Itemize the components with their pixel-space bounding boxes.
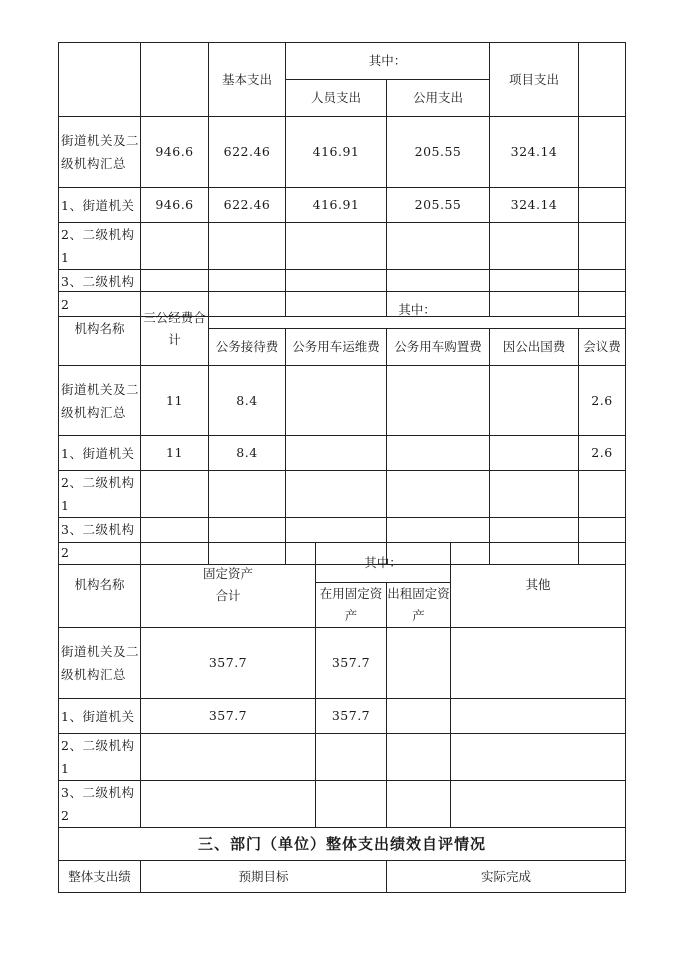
row-label: 街道机关及二级机构汇总 [59, 628, 141, 699]
cell [579, 223, 626, 270]
table-row [59, 117, 626, 188]
header-rented-assets: 出租固定资产 [387, 583, 451, 628]
row-label: 3、二级机构2 [59, 270, 141, 317]
cell [490, 436, 579, 471]
cell [141, 781, 316, 828]
cell [451, 699, 626, 734]
table-row [59, 188, 626, 223]
row-label: 1、街道机关 [59, 436, 141, 471]
header-abroad-fee: 因公出国费 [490, 329, 579, 366]
header-reception-fee: 公务接待费 [209, 329, 286, 366]
cell [451, 734, 626, 781]
cell [490, 223, 579, 270]
cell [387, 471, 490, 518]
header-of-which: 其中： [316, 543, 451, 583]
header-org-name: 机构名称 [59, 543, 141, 628]
cell [141, 471, 209, 518]
cell: 357.7 [316, 699, 387, 734]
cell [286, 223, 387, 270]
cell: 205.55 [387, 117, 490, 188]
cell [316, 734, 387, 781]
cell [286, 366, 387, 436]
cell: 11 [141, 366, 209, 436]
table-row [59, 699, 626, 734]
cell [387, 734, 451, 781]
cell [286, 436, 387, 471]
cell [141, 223, 209, 270]
header-fixed-assets-total [141, 543, 316, 628]
cell: 416.91 [286, 117, 387, 188]
header-actual-completion: 实际完成 [387, 861, 626, 893]
cell [209, 471, 286, 518]
cell: 357.7 [141, 699, 316, 734]
cell [209, 223, 286, 270]
header-total: 合计 [215, 588, 241, 603]
cell [387, 699, 451, 734]
cell [141, 734, 316, 781]
header-meeting-fee: 会议费 [579, 329, 626, 366]
three-public-expenses-table [58, 291, 626, 565]
header-org-name: 机构名称 [59, 292, 141, 366]
cell: 622.46 [209, 188, 286, 223]
cell [387, 366, 490, 436]
row-label: 1、街道机关 [59, 699, 141, 734]
row-label: 2、二级机构1 [59, 471, 141, 518]
cell [579, 117, 626, 188]
expenditure-table [58, 42, 626, 317]
header-other: 其他 [451, 543, 626, 628]
cell: 324.14 [490, 188, 579, 223]
cell: 324.14 [490, 117, 579, 188]
header-public-expenditure: 公用支出 [387, 80, 490, 117]
cell: 416.91 [286, 188, 387, 223]
header-overall-expenditure: 整体支出绩 [59, 861, 141, 893]
cell: 8.4 [209, 366, 286, 436]
header-expected-goal: 预期目标 [141, 861, 387, 893]
cell: 8.4 [209, 436, 286, 471]
cell [451, 781, 626, 828]
header-total: 三公经费合计 [141, 292, 209, 366]
row-label: 街道机关及二级机构汇总 [59, 366, 141, 436]
cell [579, 471, 626, 518]
header-basic-expenditure: 基本支出 [209, 43, 286, 117]
header-project-expenditure: 项目支出 [490, 43, 579, 117]
cell [490, 366, 579, 436]
cell [387, 781, 451, 828]
header-blank [141, 43, 209, 117]
row-label: 2、二级机构1 [59, 223, 141, 270]
cell: 2.6 [579, 366, 626, 436]
table-row [59, 436, 626, 471]
table-row [59, 628, 626, 699]
cell [387, 223, 490, 270]
cell: 205.55 [387, 188, 490, 223]
table-row [59, 781, 626, 828]
fixed-assets-table [58, 542, 626, 893]
cell [451, 628, 626, 699]
cell [286, 471, 387, 518]
cell [387, 628, 451, 699]
header-fixed-assets: 固定资产 [202, 566, 253, 581]
header-vehicle-purchase-fee: 公务用车购置费 [387, 329, 490, 366]
cell [387, 436, 490, 471]
row-label: 3、二级机构2 [59, 518, 141, 565]
header-of-which: 其中： [286, 43, 490, 80]
cell: 2.6 [579, 436, 626, 471]
header-vehicle-operation-fee: 公务用车运维费 [286, 329, 387, 366]
section-heading: 三、部门（单位）整体支出绩效自评情况 [59, 828, 626, 861]
cell [490, 471, 579, 518]
cell [316, 781, 387, 828]
table-row [59, 471, 626, 518]
row-label: 1、街道机关 [59, 188, 141, 223]
table-row [59, 366, 626, 436]
header-blank [59, 43, 141, 117]
cell: 946.6 [141, 117, 209, 188]
row-label: 3、二级机构2 [59, 781, 141, 828]
header-blank [579, 43, 626, 117]
row-label: 2、二级机构1 [59, 734, 141, 781]
row-label: 街道机关及二级机构汇总 [59, 117, 141, 188]
header-in-use-assets: 在用固定资产 [316, 583, 387, 628]
cell: 946.6 [141, 188, 209, 223]
cell: 622.46 [209, 117, 286, 188]
cell: 11 [141, 436, 209, 471]
cell [579, 188, 626, 223]
table-row [59, 734, 626, 781]
cell: 357.7 [141, 628, 316, 699]
cell: 357.7 [316, 628, 387, 699]
table-row [59, 223, 626, 270]
header-personnel-expenditure: 人员支出 [286, 80, 387, 117]
header-of-which: 其中： [209, 292, 626, 329]
